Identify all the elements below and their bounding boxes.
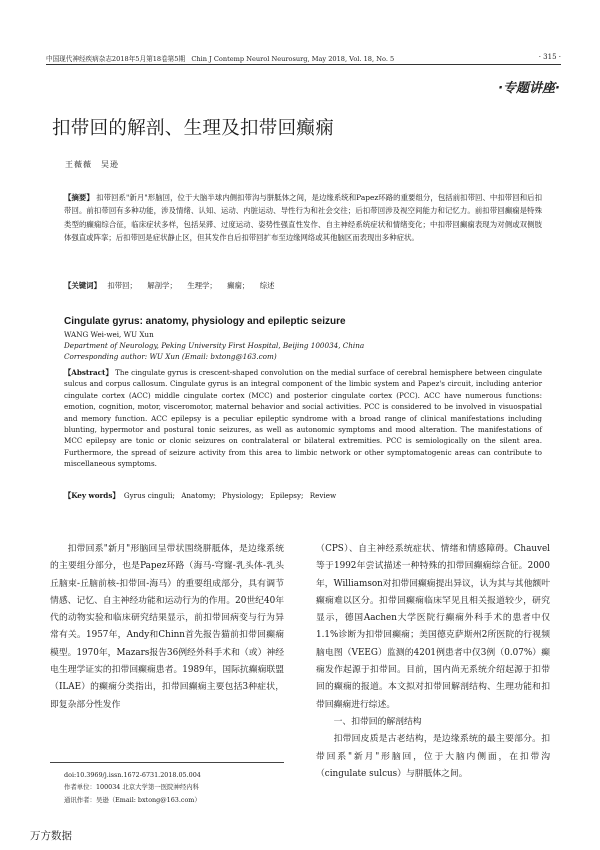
corresponding-email[interactable]: 通讯作者：吴逊（Email: bxtong@163.com） [64,795,201,804]
keyword-en: Review [309,491,337,500]
english-authors: WANG Wei-wei, WU Xun [64,330,154,339]
keywords-cn [64,280,278,291]
footnotes [64,769,201,806]
page-number: · 315 · [538,53,561,61]
header-divider [46,64,561,65]
keyword-cn: 综述 [259,281,275,290]
body-right-column [316,541,550,783]
abstract-en-tag: 【Abstract】 [64,368,113,377]
english-title: Cingulate gyrus: anatomy, physiology and epileptic seizure [64,316,346,327]
abstract-cn [64,191,542,245]
author-affiliation: 作者单位：100034 北京大学第一医院神经内科 [64,783,200,792]
doi-link[interactable]: doi:10.3969/j.issn.1672-6731.2018.05.004 [64,771,201,779]
authors-cn: 王薇薇 吴逊 [65,160,119,169]
keywords-en-tag: 【Key words】 [64,491,120,500]
keyword-cn: 解剖学； [147,281,177,290]
corresponding-author: Corresponding author: WU Xun (Email: bxtong@163.com) [64,352,277,361]
keyword-cn: 生理学； [187,281,217,290]
body-paragraph: 扣带回皮质是古老结构，是边缘系统的最主要部分。扣带回系"新月"形脑回，位于大脑内侧面，在扣带沟（cingulate sulcus）与胼胝体之间。 [316,734,550,779]
abstract-en-text: The cingulate gyrus is crescent-shaped convolution on the medial surface of cerebral hemisphere between cingulate sulcus and corpus callosum. Cingulate gyrus is an integral component of the limbic system and Papez's circuit, including anterior cingulate cortex (ACC) middle cingulate cortex (MCC) and posterior cingulate cortex (PCC). ACC have numerous functions: emotion, cognition, motor, visceromotor, maternal behavior and social activities. PCC is considered to be involved in visuospatial and memory function. ACC epilepsy is a peculiar epileptic syndrome with a broad range of clinical manifestations including blunting, hypermotor and postural tonic seizures, as well as autonomic symptoms and mood alteration. The manifestations of MCC epilepsy are tonic or clonic seizures on contralateral or bilateral extremities. PCC is semiologically on the silent area. Furthermore, the spread of seizure activity from this area to limbic network or other symptomatogenic areas can contribute to miscellaneous symptoms. [64,368,542,469]
abstract-cn-text: 扣带回系"新月"形脑回，位于大脑半球内侧扣带沟与胼胝体之间，是边缘系统和Papez环路的重要组分，包括前扣带回、中扣带回和后扣带回。前扣带回有多种功能，涉及情绪、认知、运动、内脏运动、导性行为和社会交往；后扣带回涉及视空间能力和记忆力。前扣带回癫痫是特殊类型的癫痫综合征，临床症状多样，包括呆滞、过度运动、姿势性强直性发作、自主神经系统症状和情绪变化；中扣带回癫痫表现为对侧或双侧肢体强直或阵挛；后扣带回是症状静止区，但其发作自后扣带回扩布至边缘网络或其他脑区而表现出多种症状。 [64,193,542,243]
keyword-cn: 扣带回； [107,281,137,290]
section-heading: 一、扣带回的解剖结构 [333,716,422,727]
keyword-en: Physiology; [222,491,264,500]
abstract-en [64,367,542,470]
english-affiliation: Department of Neurology, Peking University First Hospital, Beijing 100034, China [64,341,365,350]
abstract-cn-tag: 【摘要】 [64,193,94,202]
body-left-column [50,541,284,714]
keyword-cn: 癫痫； [227,281,250,290]
body-paragraph: 扣带回系"新月"形脑回呈带状围绕胼胝体，是边缘系统的主要组分部分，也是Papez环路（海马-穹窿-乳头体-乳头丘脑束-丘脑前核-扣带回-海马）的重要组成部分，具有调节情感、记忆、自主神经功能和运动行为的作用。20世纪40年代的动物实验和临床研究结果显示，前扣带回病变与行为异常有关。1957年，Andy和Chinn首先报告猫前扣带回癫痫模型。1970年，Mazars报告36例经外科手术和（或）神经电生理学证实的扣带回癫痫患者。1989年，国际抗癫痫联盟（ILAE）的癫痫分类指出，扣带回癫痫主要包括3种症状，即复杂部分性发作 [50,544,284,710]
watermark: 万方数据 [30,830,72,842]
running-header [46,53,561,63]
keywords-en [64,491,338,501]
footnote-divider [50,762,284,763]
article-title: 扣带回的解剖、生理及扣带回癫痫 [52,118,335,139]
keyword-en: Gyrus cinguli; [123,491,175,500]
keywords-cn-tag: 【关键词】 [64,281,101,290]
body-paragraph: （CPS）、自主神经系统症状、情绪和情感障碍。Chauvel等于1992年尝试描述一种特殊的扣带回癫痫综合征。2000年，Williamson对扣带回癫痫提出异议，认为其与其他额叶癫痫难以区分。扣带回癫痫临床罕见且相关报道较少，研究显示，德国Aachen大学医院行癫痫外科手术的患者中仅1.1%诊断为扣带回癫痫；美国德克萨斯州2所医院的行视频脑电图（VEEG）监测的4201例患者中仅3例（0.07%）癫痫发作起源于扣带回。目前，国内尚无系统介绍起源于扣带回的癫痫的报道。本文拟对扣带回解剖结构、生理功能和扣带回癫痫进行综述。 [316,544,550,710]
journal-name-en: Chin J Contemp Neurol Neurosurg, May 2018, Vol. 18, No. 5 [191,55,395,63]
keyword-en: Epilepsy; [269,491,304,500]
column-label: ·专题讲座· [498,81,560,96]
keyword-en: Anatomy; [181,491,216,500]
journal-name-cn: 中国现代神经疾病杂志2018年5月第18卷第5期 [46,55,186,63]
